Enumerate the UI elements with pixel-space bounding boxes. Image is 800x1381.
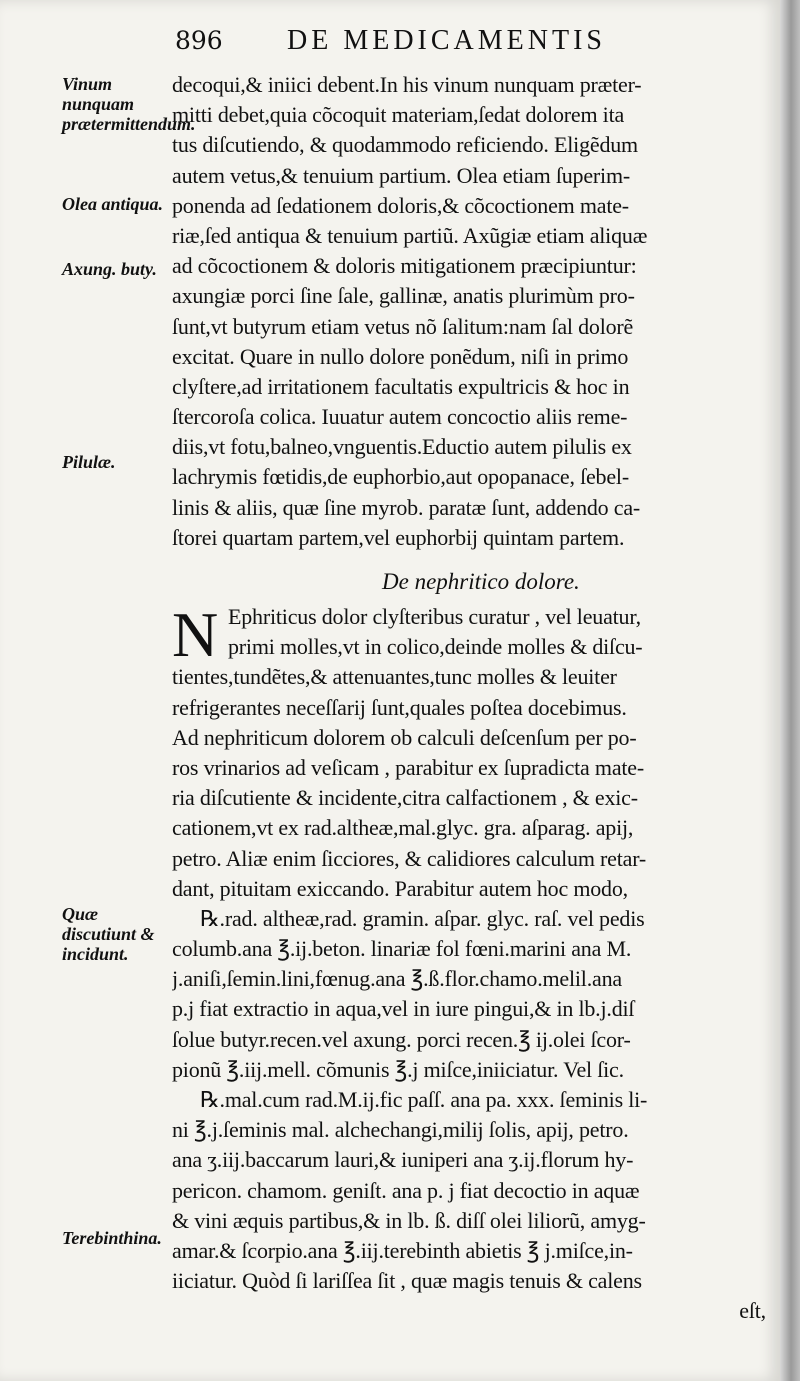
text-line: pionũ ℥.iij.mell. cõmunis ℥.j miſce,iniiciatur. Vel ſic.: [172, 1056, 624, 1082]
text-line: petro. Aliæ enim ſicciores, & calidiores calculum retar-: [172, 845, 647, 871]
text-line: refrigerantes neceſſarij ſunt,quales poſtea docebimus.: [172, 694, 627, 720]
text-line: ana ʒ.iij.baccarum lauri,& iuniperi ana ʒ.ij.florum hy-: [172, 1147, 634, 1173]
margin-note-vinum: Vinum nunquam prætermittendum.: [62, 74, 196, 134]
text-line: riæ,ſed antiqua & tenuium partiũ. Axũgiæ etiam aliquæ: [172, 222, 648, 248]
text-line: columb.ana ℥.ij.beton. linariæ fol fœni.marini ana M.: [172, 936, 632, 962]
margin-note-terebinthina: Terebinthina.: [62, 1228, 162, 1248]
text-line: clyſtere,ad irritationem facultatis expultricis & hoc in: [172, 373, 630, 399]
body-paragraph-2: [172, 599, 770, 1327]
text-line: ſolue butyr.recen.vel axung. porci recen.℥ ij.olei ſcor-: [172, 1026, 631, 1052]
page-edge: [780, 0, 800, 1381]
text-line: primi molles,vt in colico,deinde molles & diſcu-: [228, 634, 643, 660]
body-paragraph-1: [172, 70, 770, 553]
text-line: lachrymis fœtidis,de euphorbio,aut opopanace, ſebel-: [172, 464, 629, 490]
text-line: pericon. chamom. geniſt. ana p. j fiat decoctio in aquæ: [172, 1177, 640, 1203]
section-title: De nephritico dolore.: [382, 569, 580, 594]
text-line: p.j fiat extractio in aqua,vel in iure pingui,& in lb.j.diſ: [172, 996, 635, 1022]
text-line: ad cõcoctionem & doloris mitigationem præcipiuntur:: [172, 253, 637, 279]
text-line: diis,vt fotu,balneo,vnguentis.Eductio autem pilulis ex: [172, 434, 632, 460]
page-number: 896: [175, 26, 223, 55]
text-line: j.aniſi,ſemin.lini,fœnug.ana ℥.ß.flor.chamo.melil.ana: [172, 966, 622, 992]
page-header: [175, 26, 775, 62]
drop-cap: N: [172, 599, 219, 670]
text-line: axungiæ porci ſine ſale, gallinæ, anatis plurimùm pro-: [172, 283, 635, 309]
running-head: DE MEDICAMENTIS: [287, 25, 606, 56]
text-line: ros vrinarios ad veſicam , parabitur ex ſupradicta mate-: [172, 754, 644, 780]
text-line: decoqui,& iniici debent.In his vinum nunquam præter-: [172, 72, 642, 97]
margin-note-discutiunt: Quæ discutiunt & incidunt.: [62, 904, 155, 964]
text-line: linis & aliis, quæ ſine myrob. paratæ ſunt, addendo ca-: [172, 494, 641, 520]
text-line: amar.& ſcorpio.ana ℥.iij.terebinth abietis ℥ j.miſce,in-: [172, 1237, 633, 1263]
text-line: tus diſcutiendo, & quodammodo reficiendo. Eligẽdum: [172, 132, 638, 158]
text-line: Ad nephriticum dolorem ob calculi deſcenſum per po-: [172, 724, 637, 750]
text-line: cationem,vt ex rad.altheæ,mal.glyc. gra. aſparag. apij,: [172, 815, 634, 841]
text-line: Ephriticus dolor clyſteribus curatur , vel leuatur,: [228, 604, 641, 629]
margin-note-pilulae: Pilulæ.: [62, 452, 116, 472]
text-line: tientes,tundẽtes,& attenuantes,tunc molles & leuiter: [172, 664, 617, 690]
catchword: eſt,: [739, 1298, 766, 1324]
margin-note-axungia: Axung. buty.: [62, 259, 157, 279]
text-line: mitti debet,quia cõcoquit materiam,ſedat dolorem ita: [172, 102, 625, 128]
text-line: ſunt,vt butyrum etiam vetus nõ ſalitum:nam ſal dolorẽ: [172, 313, 634, 339]
recipe-line: ℞.mal.cum rad.M.ij.fic paſſ. ana pa. xxx. ſeminis li-: [200, 1087, 648, 1112]
text-line: ſtorei quartam partem,vel euphorbij quintam partem.: [172, 524, 625, 550]
recipe-line: ℞.rad. altheæ,rad. gramin. aſpar. glyc. raſ. vel pedis: [200, 905, 645, 931]
text-line: ni ℥.j.ſeminis mal. alchechangi,milij ſolis, apij, petro.: [172, 1117, 629, 1143]
text-line: dant, pituitam exiccando. Parabitur autem hoc modo,: [172, 875, 628, 901]
text-line: excitat. Quare in nullo dolore ponẽdum, niſi in primo: [172, 343, 629, 369]
margin-note-olea: Olea antiqua.: [62, 194, 164, 214]
text-line: autem vetus,& tenuium partium. Olea etiam ſuperim-: [172, 162, 630, 188]
text-line: ponenda ad ſedationem doloris,& cõcoctionem mate-: [172, 192, 629, 218]
text-line: ſtercoroſa colica. Iuuatur autem concoctio aliis reme-: [172, 404, 628, 430]
text-line: iiciatur. Quòd ſi lariſſea ſit , quæ magis tenuis & calens: [172, 1268, 642, 1294]
text-line: ria diſcutiente & incidente,citra calfactionem , & exic-: [172, 785, 638, 811]
text-line: & vini æquis partibus,& in lb. ß. diſſ olei liliorũ, amyg-: [172, 1207, 646, 1233]
